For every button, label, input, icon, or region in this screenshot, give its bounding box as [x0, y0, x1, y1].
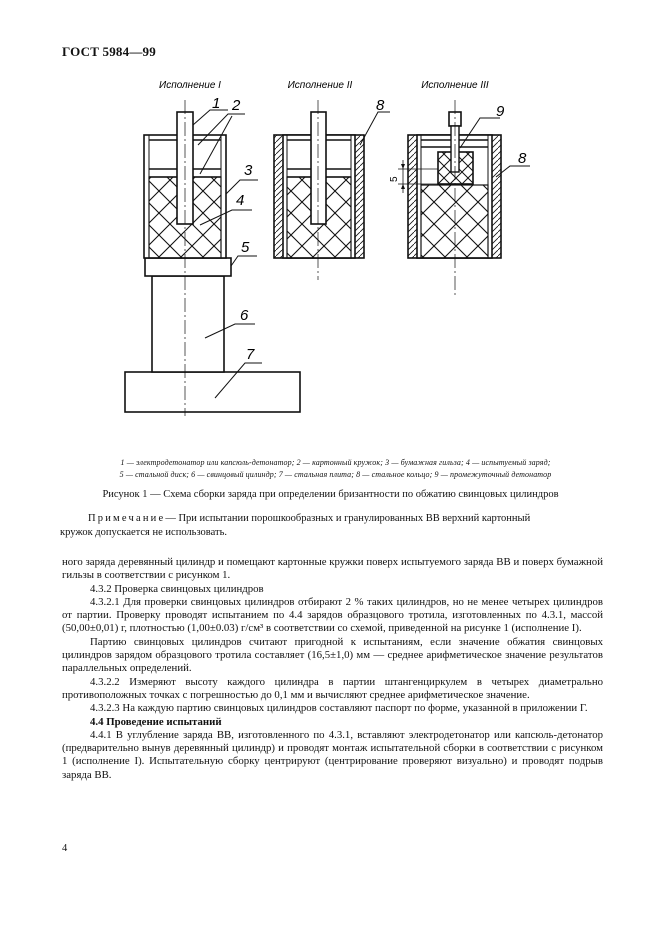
variant-label-1: Исполнение I	[159, 80, 221, 91]
callout-6: 6	[240, 307, 249, 324]
callout-4: 4	[236, 192, 245, 209]
callout-3: 3	[244, 162, 253, 179]
paragraph-4-3-2-1: 4.3.2.1 Для проверки свинцовых цилиндров отбирают 2 % таких цилиндров, но не менее четырех цилиндров от партии. Проверку проводят испытанием по 4.4 зарядов образцового тротила, изготовленных по 4.3.1, массой (50,00±0,01) г, плотностью (1,00±0.03) г/см³ в соответствии со схемой, приведенной на рисунке 1 (исполнение I).	[62, 595, 603, 635]
page-number: 4	[62, 843, 68, 854]
note-text-1: — При испытании порошкообразных и гранулированных ВВ верхний картонный	[165, 513, 531, 524]
paragraph-continuation: ного заряда деревянный цилиндр и помещают картонные кружки поверх испытуемого заряда ВВ и поверх бумажной гильзы в соответствии с рисунком 1.	[62, 556, 603, 582]
dimension-label: 5	[389, 176, 400, 182]
standard-header: ГОСТ 5984—99	[62, 44, 156, 59]
note-label: Примечание	[88, 513, 166, 524]
callout-7: 7	[246, 346, 255, 363]
heading-4-4: 4.4 Проведение испытаний	[90, 715, 222, 728]
figure-legend-line-2: 5 — стальной диск; 6 — свинцовый цилиндр; 7 — стальная плита; 8 — стальное кольцо; 9 — промежуточный детонатор	[119, 470, 552, 479]
figure-legend-line-1: 1 — электродетонатор или капсюль-детонатор; 2 — картонный кружок; 3 — бумажная гильза; 4 — испытуемый заряд;	[120, 458, 551, 467]
variant-label-2: Исполнение II	[287, 80, 353, 91]
paragraph-4-3-2-2: 4.3.2.2 Измеряют высоту каждого цилиндра в партии штангенциркулем в четырех диаметрально противоположных точках с погрешностью до 0,1 мм и вычисляют среднее арифметическое значение.	[62, 675, 603, 701]
callout-2: 2	[232, 97, 241, 114]
figure-caption: Рисунок 1 — Схема сборки заряда при определении бризантности по обжатию свинцовых цилиндров	[102, 489, 559, 500]
callout-8-variant2: 8	[376, 97, 385, 114]
assembly-figure	[60, 70, 620, 450]
callout-8-variant3: 8	[518, 150, 527, 167]
variant-3-drawing	[398, 100, 530, 295]
callout-5: 5	[241, 239, 250, 256]
note-text-2: кружок допускается не использовать.	[60, 526, 228, 538]
variant-2-drawing	[274, 100, 390, 280]
callout-1: 1	[212, 95, 221, 112]
variant-label-3: Исполнение III	[421, 80, 489, 91]
callout-9: 9	[496, 103, 505, 120]
heading-4-3-2: 4.3.2 Проверка свинцовых цилиндров	[90, 582, 264, 595]
paragraph-4-3-2-3: 4.3.2.3 На каждую партию свинцовых цилиндров составляют паспорт по форме, указанной в приложении Г.	[90, 702, 588, 715]
note-block	[60, 512, 603, 539]
body-text	[62, 556, 603, 782]
paragraph-batch: Партию свинцовых цилиндров считают пригодной к испытаниям, если значение обжатия свинцовых цилиндров зарядом образцового тротила составляет (16,5±1,0) мм — среднее арифметическое значение результатов параллельных определений.	[62, 635, 603, 675]
paragraph-4-4-1: 4.4.1 В углубление заряда ВВ, изготовленного по 4.3.1, вставляют электродетонатор или капсюль-детонатор (предварительно вынув деревянный цилиндр) и проводят монтаж испытательной сборки в соответствии с рисунком 1 (исполнение I). Испытательную сборку центрируют (центрирование проверяют визуально) и проводят подрыв заряда ВВ.	[62, 728, 603, 781]
